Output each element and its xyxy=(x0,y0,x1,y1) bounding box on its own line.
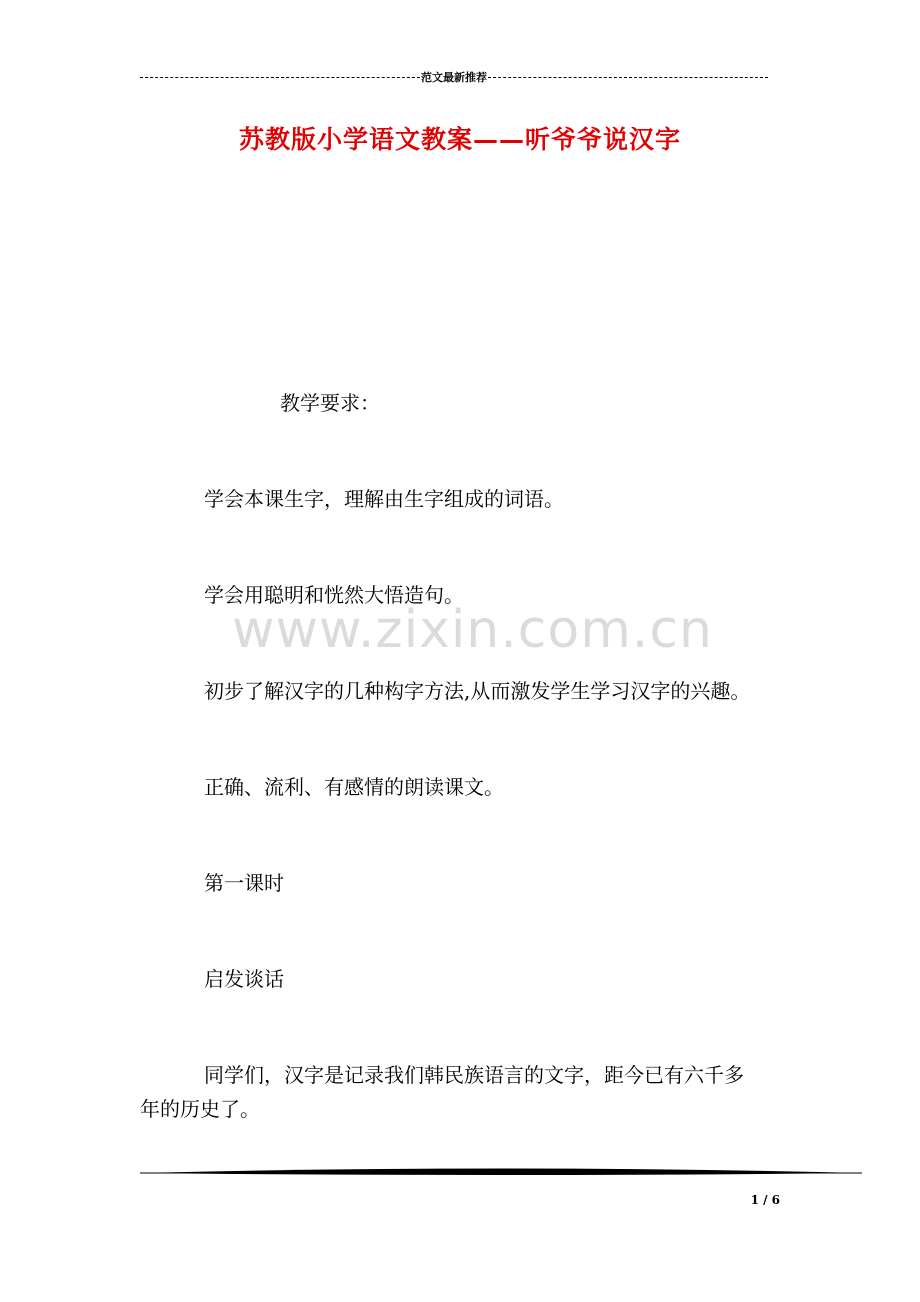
header-label: 范文最新推荐 xyxy=(421,71,487,84)
watermark: www.zixin.com.cn xyxy=(232,600,713,660)
paragraph-requirement-4: 正确、流利、有感情的朗读课文。 xyxy=(204,775,504,799)
paragraph-intro xyxy=(140,1058,800,1126)
paragraph-teaching-requirements: 教学要求： xyxy=(280,391,380,415)
paragraph-requirement-1: 学会本课生字，理解由生字组成的词语。 xyxy=(204,487,564,511)
header-separator xyxy=(140,68,768,86)
header-dashes-left xyxy=(140,77,420,78)
paragraph-intro-line-2: 年的历史了。 xyxy=(140,1097,260,1121)
paragraph-requirement-2: 学会用聪明和恍然大悟造句。 xyxy=(204,583,464,607)
paragraph-first-lesson: 第一课时 xyxy=(204,871,284,895)
footer-rule xyxy=(140,1166,862,1180)
paragraph-requirement-3: 初步了解汉字的几种构字方法,从而激发学生学习汉字的兴趣。 xyxy=(204,679,751,703)
header-dashes-right xyxy=(488,77,768,78)
paragraph-intro-line-1: 同学们，汉字是记录我们韩民族语言的文字，距今已有六千多 xyxy=(204,1063,744,1087)
paragraph-heuristic-talk: 启发谈话 xyxy=(204,967,284,991)
document-title: 苏教版小学语文教案——听爷爷说汉字 xyxy=(238,125,681,154)
page-number: 1 / 6 xyxy=(750,1193,780,1207)
